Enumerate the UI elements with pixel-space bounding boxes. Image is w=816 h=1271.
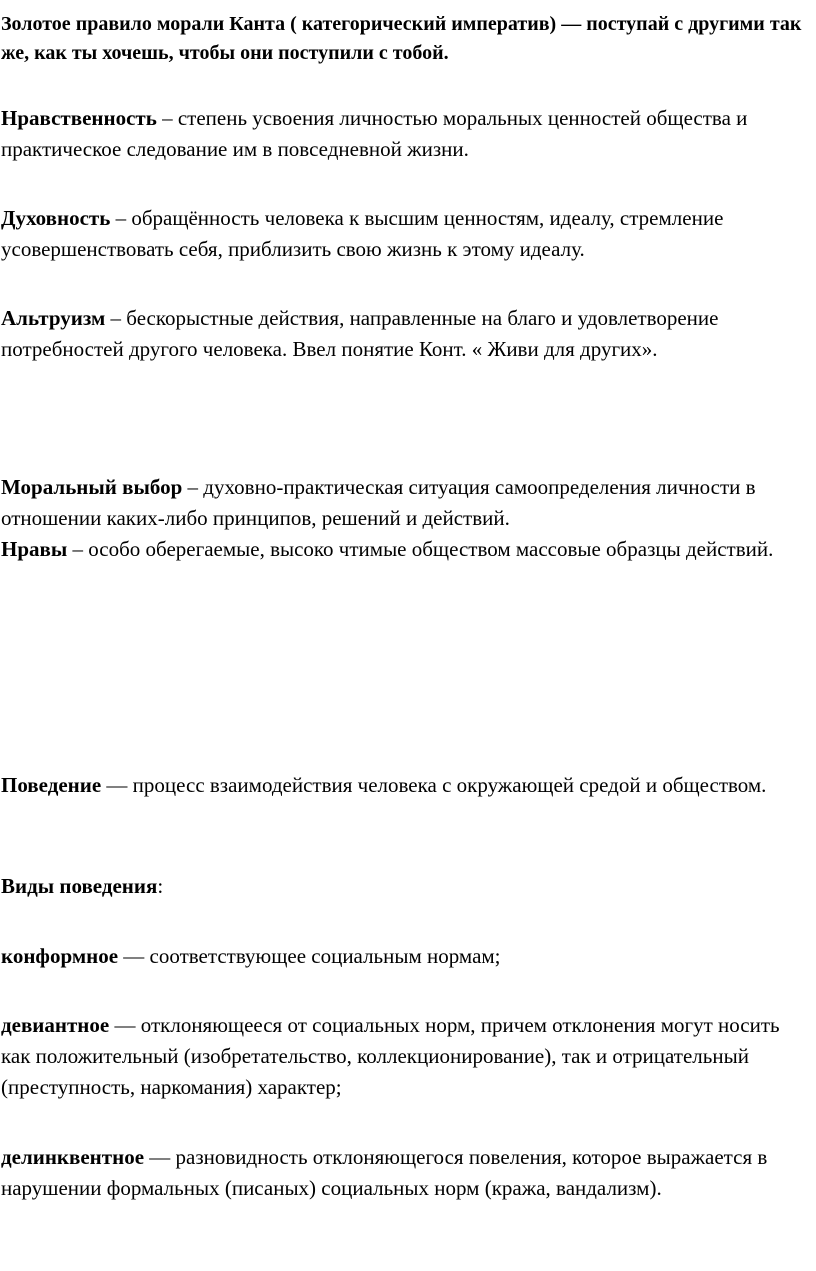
definition-text: – степень усвоения личностью моральных ценностей общества и практическое следование им в повседневной жизни. bbox=[1, 106, 748, 161]
definition-text: – обращённость человека к высшим ценностям, идеалу, стремление усовершенствовать себя, приблизить свою жизнь к этому идеалу. bbox=[1, 206, 724, 261]
definition-text: — процесс взаимодействия человека с окружающей средой и обществом. bbox=[101, 773, 767, 797]
definition-deviant bbox=[1, 1010, 813, 1103]
definition-text: — разновидность отклоняющегося повеления, которое выражается в нарушении формальных (писаных) социальных норм (кража, вандализм). bbox=[1, 1145, 768, 1200]
definition-text: : bbox=[157, 874, 164, 898]
term-mores: Нравы bbox=[1, 537, 68, 561]
definition-moral-choice bbox=[1, 472, 813, 534]
definition-text: – особо оберегаемые, высоко чтимые обществом массовые образцы действий. bbox=[67, 537, 774, 561]
definition-altruism bbox=[1, 303, 813, 365]
behavior-types-heading bbox=[1, 871, 813, 902]
term-behavior: Поведение bbox=[1, 773, 102, 797]
definition-text: — отклоняющееся от социальных норм, причем отклонения могут носить как положительный (изобретательство, коллекционирование), так и отрицательный (преступность, наркомания) характер; bbox=[1, 1013, 780, 1099]
definition-spirituality bbox=[1, 203, 813, 265]
term-conformist: конформное bbox=[1, 944, 119, 968]
definition-behavior bbox=[1, 770, 813, 801]
term-delinquent: делинквентное bbox=[1, 1145, 145, 1169]
definition-morality bbox=[1, 103, 813, 165]
term-spirituality: Духовность bbox=[1, 206, 111, 230]
term-behavior-types: Виды поведения bbox=[1, 874, 158, 898]
definition-text: — соответствующее социальным нормам; bbox=[118, 944, 501, 968]
definition-text: – духовно-практическая ситуация самоопределения личности в отношении каких-либо принципов, решений и действий. bbox=[1, 475, 756, 530]
term-morality: Нравственность bbox=[1, 106, 157, 130]
definition-delinquent bbox=[1, 1142, 813, 1204]
term-altruism: Альтруизм bbox=[1, 306, 106, 330]
definition-conformist bbox=[1, 941, 813, 972]
term-moral-choice: Моральный выбор bbox=[1, 475, 183, 499]
golden-rule-paragraph bbox=[1, 10, 813, 68]
golden-rule-text: Золотое правило морали Канта ( категорический императив) — поступай с другими так же, как ты хочешь, чтобы они поступили с тобой. bbox=[1, 13, 802, 64]
definition-text: – бескорыстные действия, направленные на благо и удовлетворение потребностей другого человека. Ввел понятие Конт. « Живи для других». bbox=[1, 306, 719, 361]
definition-mores bbox=[1, 534, 813, 565]
term-deviant: девиантное bbox=[1, 1013, 110, 1037]
